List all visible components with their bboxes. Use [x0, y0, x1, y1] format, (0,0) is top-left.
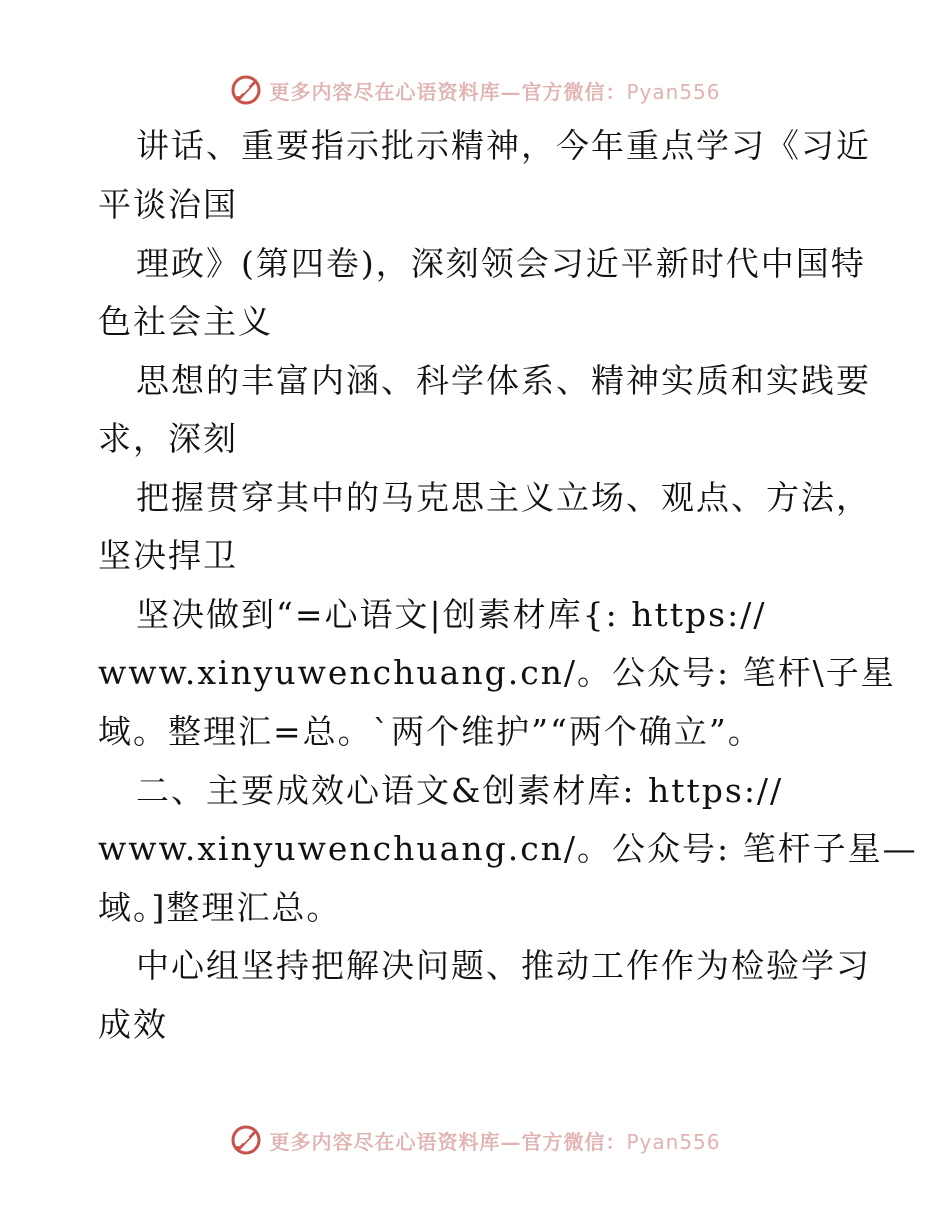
text-line: 成效: [98, 1005, 168, 1044]
text-line: 讲话、重要指示批示精神，今年重点学习《习近: [136, 126, 871, 165]
text-line: 中心组坚持把解决问题、推动工作作为检验学习: [136, 946, 871, 985]
text-line: 域。整理汇=总。`两个维护”“两个确立”。: [98, 712, 763, 751]
text-line: www.xinyuwenchuang.cn/。公众号: 笔杆子星—: [98, 829, 918, 868]
banner-main-text: 更多内容尽在心语资料库—官方微信：: [269, 1129, 627, 1154]
text-line: 平谈治国: [98, 185, 238, 224]
text-line: 二、主要成效心语文&创素材库: https://: [136, 771, 784, 810]
banner-text: [269, 1126, 720, 1155]
wechat-id: Pyan556: [626, 1129, 721, 1154]
text-line: 坚决捍卫: [98, 536, 238, 575]
text-line: www.xinyuwenchuang.cn/。公众号: 笔杆\子星: [98, 653, 896, 692]
text-line: 色社会主义: [98, 302, 273, 341]
text-line: 坚决做到“=心语文|创素材库{: https://: [136, 595, 767, 634]
text-line: 思想的丰富内涵、科学体系、精神实质和实践要: [136, 361, 871, 400]
quill-pen-logo-icon: [229, 1123, 263, 1157]
banner-text: [269, 76, 720, 105]
banner-main-text: 更多内容尽在心语资料库—官方微信：: [269, 79, 627, 104]
text-line: 理政》(第四卷)，深刻领会习近平新时代中国特: [136, 244, 866, 283]
text-line: 求，深刻: [98, 419, 238, 458]
text-line: 域。]整理汇总。: [98, 888, 342, 927]
text-line: 把握贯穿其中的马克思主义立场、观点、方法，: [136, 478, 871, 517]
header-banner: [0, 70, 950, 110]
footer-banner: [0, 1120, 950, 1160]
quill-pen-logo-icon: [229, 73, 263, 107]
wechat-id: Pyan556: [626, 79, 721, 104]
